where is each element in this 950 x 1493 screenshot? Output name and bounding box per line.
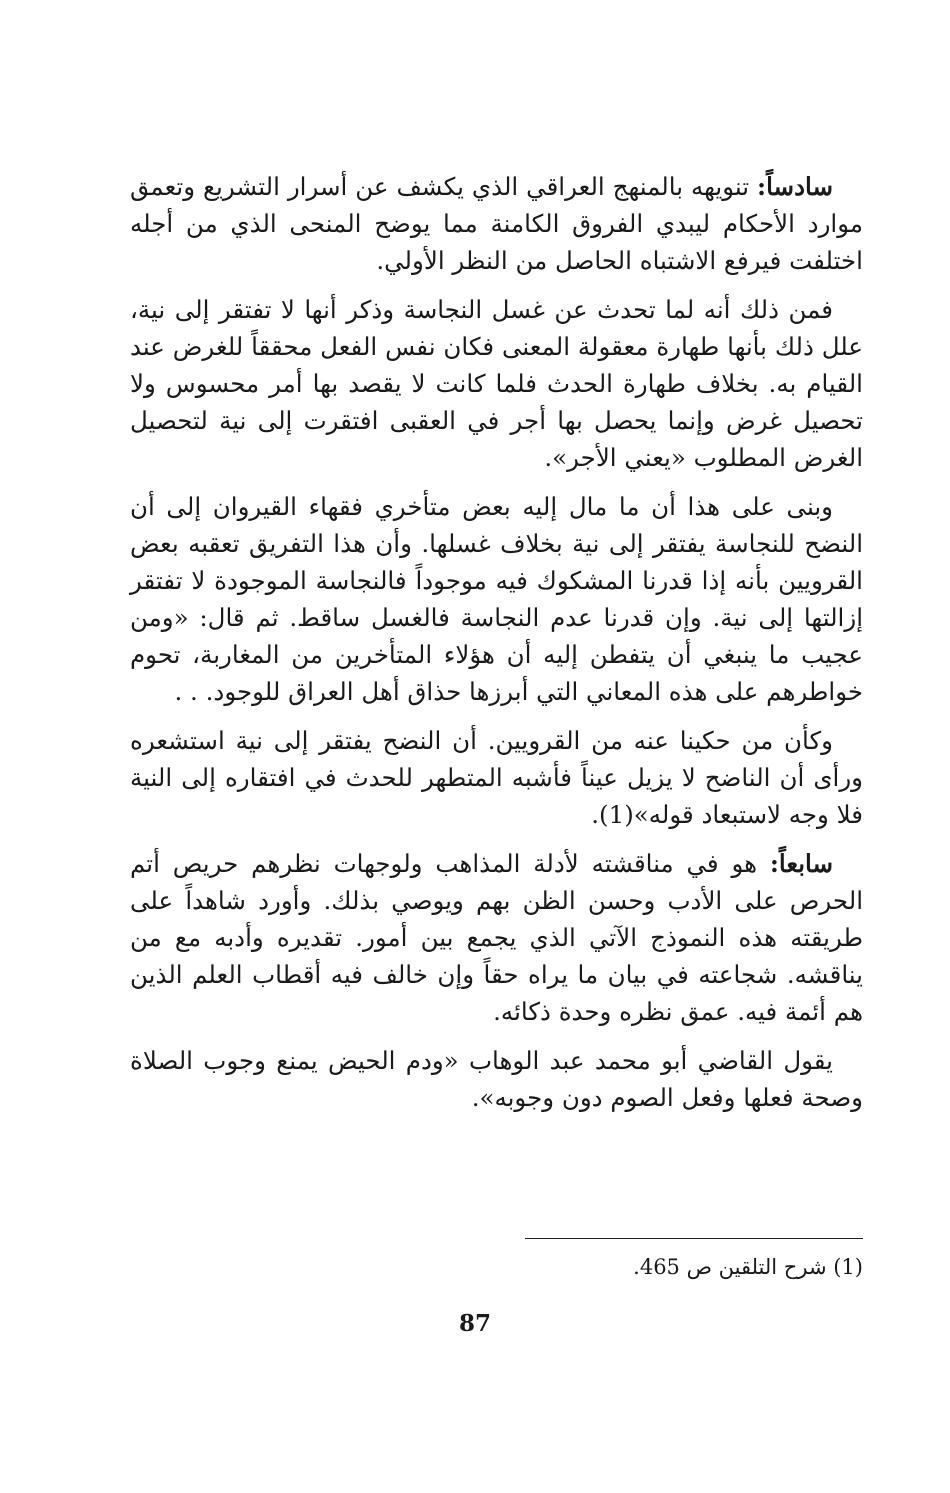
paragraph-text: وكأن من حكينا عنه من القرويين. أن النضح يفتقر إلى نية استشعره ورأى أن الناضح لا يزيل عيناً فأشبه المتطهر للحدث في افتقاره إلى النية فلا وجه لاستبعاد قوله»(1). <box>130 726 863 829</box>
paragraph-qarawiyyin <box>130 722 863 833</box>
paragraph-text: يقول القاضي أبو محمد عبد الوهاب «ودم الحيض يمنع وجوب الصلاة وصحة فعلها وفعل الصوم دون وجوبه». <box>130 1046 863 1112</box>
paragraph-sixth <box>130 168 863 279</box>
paragraph-najasa <box>130 291 863 476</box>
paragraph-lead: سادساً: <box>757 172 833 201</box>
page-number: 87 <box>458 1310 491 1337</box>
paragraph-text: وبنى على هذا أن ما مال إليه بعض متأخري فقهاء القيروان إلى أن النضح للنجاسة يفتقر إلى نية بخلاف غسلها. وأن هذا التفريق تعقبه بعض القرويين بأنه إذا قدرنا المشكوك فيه موجوداً فالنجاسة الموجودة لا تفتقر إزالتها إلى نية. وإن قدرنا عدم النجاسة فالغسل ساقط. ثم قال: «ومن عجيب ما ينبغي أن يتفطن إليه أن هؤلاء المتأخرين من المغاربة، تحوم خواطرهم على هذه المعاني التي أبرزها حذاق أهل العراق للوجود. . . <box>130 492 863 706</box>
paragraph-text: فمن ذلك أنه لما تحدث عن غسل النجاسة وذكر أنها لا تفتقر إلى نية، علل ذلك بأنها طهارة معقولة المعنى فكان نفس الفعل محققاً للغرض عند القيام به. بخلاف طهارة الحدث فلما كانت لا يقصد بها أمر محسوس ولا تحصيل غرض وإنما يحصل بها أجر في العقبى افتقرت إلى نية لتحصيل الغرض المطلوب «يعني الأجر». <box>130 295 863 472</box>
paragraph-text: هو في مناقشته لأدلة المذاهب ولوجهات نظرهم حريص أتم الحرص على الأدب وحسن الظن بهم ويوصي بذلك. وأورد شاهداً على طريقته هذه النموذج الآتي الذي يجمع بين أمور. تقديره وأدبه مع من يناقشه. شجاعته في بيان ما يراه حقاً وإن خالف فيه أقطاب العلم الذين هم أئمة فيه. عمق نظره وحدة ذكائه. <box>130 849 863 1026</box>
page-body <box>130 168 863 1128</box>
paragraph-nadh <box>130 488 863 710</box>
footnote-divider <box>525 1238 863 1239</box>
paragraph-seventh <box>130 845 863 1030</box>
paragraph-text: تنويهه بالمنهج العراقي الذي يكشف عن أسرار التشريع وتعمق موارد الأحكام ليبدي الفروق الكامنة مما يوضح المنحى الذي من أجله اختلفت فيرفع الاشتباه الحاصل من النظر الأولي. <box>130 172 863 275</box>
paragraph-qadi <box>130 1042 863 1116</box>
paragraph-lead: سابعاً: <box>769 849 833 878</box>
footnote: (1) شرح التلقين ص 465. <box>633 1255 863 1279</box>
